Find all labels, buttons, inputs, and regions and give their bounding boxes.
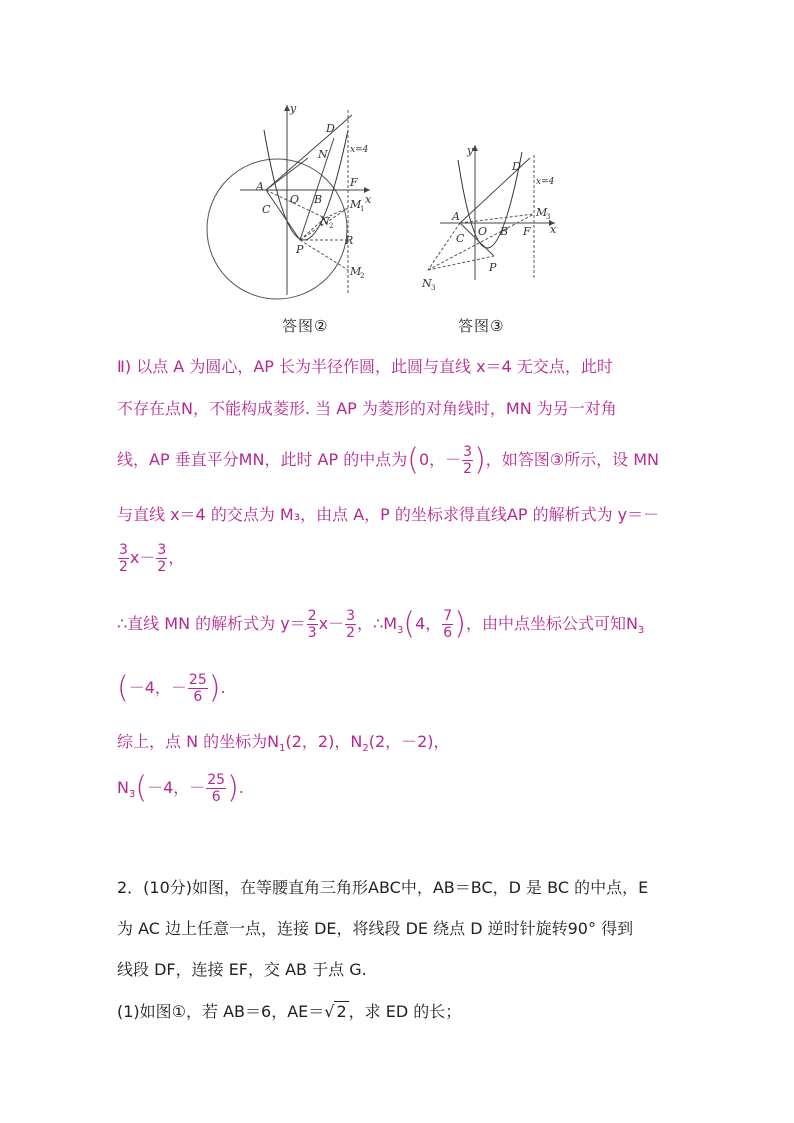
paren-open: ( [135, 770, 148, 806]
fraction-denominator: 2 [463, 461, 473, 477]
fraction-7-6 [442, 608, 453, 641]
fraction-numerator: 3 [346, 608, 356, 624]
fig2-label-N: N [318, 148, 328, 161]
fraction-3-2-b [156, 542, 167, 575]
point-n3: －4，－ [128, 678, 187, 697]
fraction-3-2-a [118, 542, 129, 575]
fig3-label-M3-sub: 3 [546, 213, 551, 221]
figure-2-caption: 答图② [282, 317, 329, 335]
solution-line-6-text-a: ∴直线 MN 的解析式为 y＝ [117, 614, 306, 633]
fig2-label-B: B [314, 193, 323, 206]
fraction-numerator: 25 [188, 672, 207, 688]
fraction-denominator: 6 [443, 625, 453, 641]
fig2-label-N2-sub: 2 [329, 222, 334, 230]
fig2-label-M2: M [350, 265, 362, 278]
subscript: 1 [279, 743, 286, 755]
fig2-label-y: y [290, 102, 297, 115]
solution-line-3-text-a: 线，AP 垂直平分MN，此时 AP 的中点为 [117, 450, 408, 469]
problem-2-line-4-text-a: (1)如图①，若 AB＝6，AE＝ [117, 1002, 325, 1021]
solution-line-3-text-b: ，如答图③所示，设 MN [485, 450, 660, 469]
fig3-label-D: D [512, 160, 521, 173]
figure-3 [410, 140, 560, 300]
fig3-label-x4: x=4 [536, 177, 555, 187]
fig3-label-C: C [456, 232, 465, 245]
problem-2-line-2: 为 AC 边上任意一点，连接 DE，将线段 DE 绕点 D 逆时针旋转90° 得到 [117, 919, 634, 938]
fraction-3-2-c [345, 608, 356, 641]
solution-line-5-mid: x－ [129, 548, 156, 567]
solution-line-7 [117, 670, 226, 706]
problem-2-line-1: 2．(10分)如图，在等腰直角三角形ABC中，AB＝BC，D 是 BC 的中点，E [117, 878, 649, 897]
fraction-2-3 [307, 608, 318, 641]
fig3-label-B: B [500, 225, 509, 238]
fraction-numerator: 7 [443, 608, 453, 624]
fig3-label-P: P [489, 261, 497, 274]
period: . [220, 678, 226, 697]
fraction-numerator: 2 [307, 608, 317, 624]
fig3-label-M3: M [536, 206, 548, 219]
fraction-denominator: 2 [157, 559, 167, 575]
solution-line-6 [117, 606, 644, 642]
fraction-numerator: 3 [463, 444, 473, 460]
solution-line-5-end: ， [168, 548, 185, 567]
paren-open: ( [403, 606, 416, 642]
problem-2-line-3: 线段 DF，连接 EF，交 AB 于点 G. [117, 960, 367, 979]
fig3-label-N3: N [422, 277, 432, 290]
solution-line-6-sep: ，∴M [357, 614, 398, 633]
figure-2-diagram [230, 100, 380, 300]
fig3-label-N3-sub: 3 [431, 284, 436, 292]
period: . [238, 778, 244, 797]
solution-line-6-end: ，由中点坐标公式可知N [465, 614, 638, 633]
fig2-label-R: R [345, 234, 354, 247]
fraction-numerator: 3 [119, 542, 128, 558]
radicand: 2 [336, 1002, 347, 1021]
summary-text: 综上，点 N 的坐标为N [117, 732, 280, 751]
paren-close: ) [474, 442, 486, 478]
fig2-label-M1: M [350, 198, 362, 211]
solution-line-9 [117, 770, 244, 806]
paren-open: ( [407, 442, 419, 478]
fig2-label-F: F [350, 176, 358, 189]
subscript: 3 [128, 789, 136, 801]
fig3-label-y: y [467, 144, 474, 157]
fraction-denominator: 6 [211, 789, 221, 805]
solution-line-5 [117, 540, 184, 576]
solution-line-6-mid: x－ [318, 614, 345, 633]
fig2-label-M2-sub: 2 [360, 272, 365, 280]
solution-line-2: 不存在点N，不能构成菱形. 当 AP 为菱形的对角线时，MN 为另一对角 [117, 399, 617, 418]
problem-2-line-4-text-b: ，求 ED 的长； [348, 1002, 462, 1021]
problem-2-line-4 [117, 1002, 461, 1022]
paren-close: ) [208, 670, 221, 706]
solution-line-8 [117, 732, 450, 759]
subscript: 3 [397, 625, 404, 637]
fraction-denominator: 2 [119, 559, 128, 575]
fraction-numerator: 25 [207, 772, 226, 788]
point-n2: (2，－2)， [368, 732, 450, 751]
sqrt-expression: √ 2 [324, 1002, 347, 1021]
point-n3: －4，－ [147, 778, 206, 797]
fraction-25-6 [188, 672, 208, 705]
fig2-label-A: A [256, 180, 264, 193]
fig3-label-x: x [550, 223, 557, 236]
fig3-label-A: A [452, 210, 460, 223]
fraction-numerator: 3 [157, 542, 167, 558]
midpoint-sign: － [445, 450, 462, 469]
solution-line-1: Ⅱ) 以点 A 为圆心，AP 长为半径作圆，此圆与直线 x＝4 无交点，此时 [117, 357, 613, 376]
point-label: N [117, 778, 129, 797]
paren-close: ) [227, 770, 239, 806]
solution-line-4: 与直线 x＝4 的交点为 M₃，由点 A，P 的坐标求得直线AP 的解析式为 y＝－ [117, 505, 660, 524]
point-x: 4， [415, 614, 442, 633]
fig2-label-N2: N [320, 215, 330, 228]
subscript: 2 [362, 743, 369, 755]
fraction-25-6 [206, 772, 226, 805]
point-n1: (2，2)，N [285, 732, 363, 751]
midpoint-x: 0， [418, 450, 446, 469]
figure-2 [230, 100, 380, 300]
fig2-label-x: x [365, 193, 372, 206]
fig2-label-O: O [290, 193, 300, 206]
fig2-label-x4: x=4 [350, 145, 369, 155]
figure-3-caption: 答图③ [458, 317, 505, 335]
figure-3-diagram [410, 140, 560, 300]
fraction-3-2 [462, 444, 473, 477]
fig2-label-M1-sub: 1 [360, 205, 365, 213]
fig2-label-C: C [262, 203, 271, 216]
fig2-label-P: P [296, 243, 304, 256]
paren-open: ( [117, 670, 129, 706]
fig3-label-O: O [478, 225, 488, 238]
subscript: 3 [637, 625, 645, 637]
paren-close: ) [454, 606, 466, 642]
fraction-denominator: 2 [346, 625, 356, 641]
fraction-denominator: 3 [307, 625, 317, 641]
fraction-denominator: 6 [193, 689, 203, 705]
fig3-label-F: F [523, 225, 531, 238]
solution-line-3 [117, 442, 659, 478]
fig2-label-D: D [326, 122, 335, 135]
